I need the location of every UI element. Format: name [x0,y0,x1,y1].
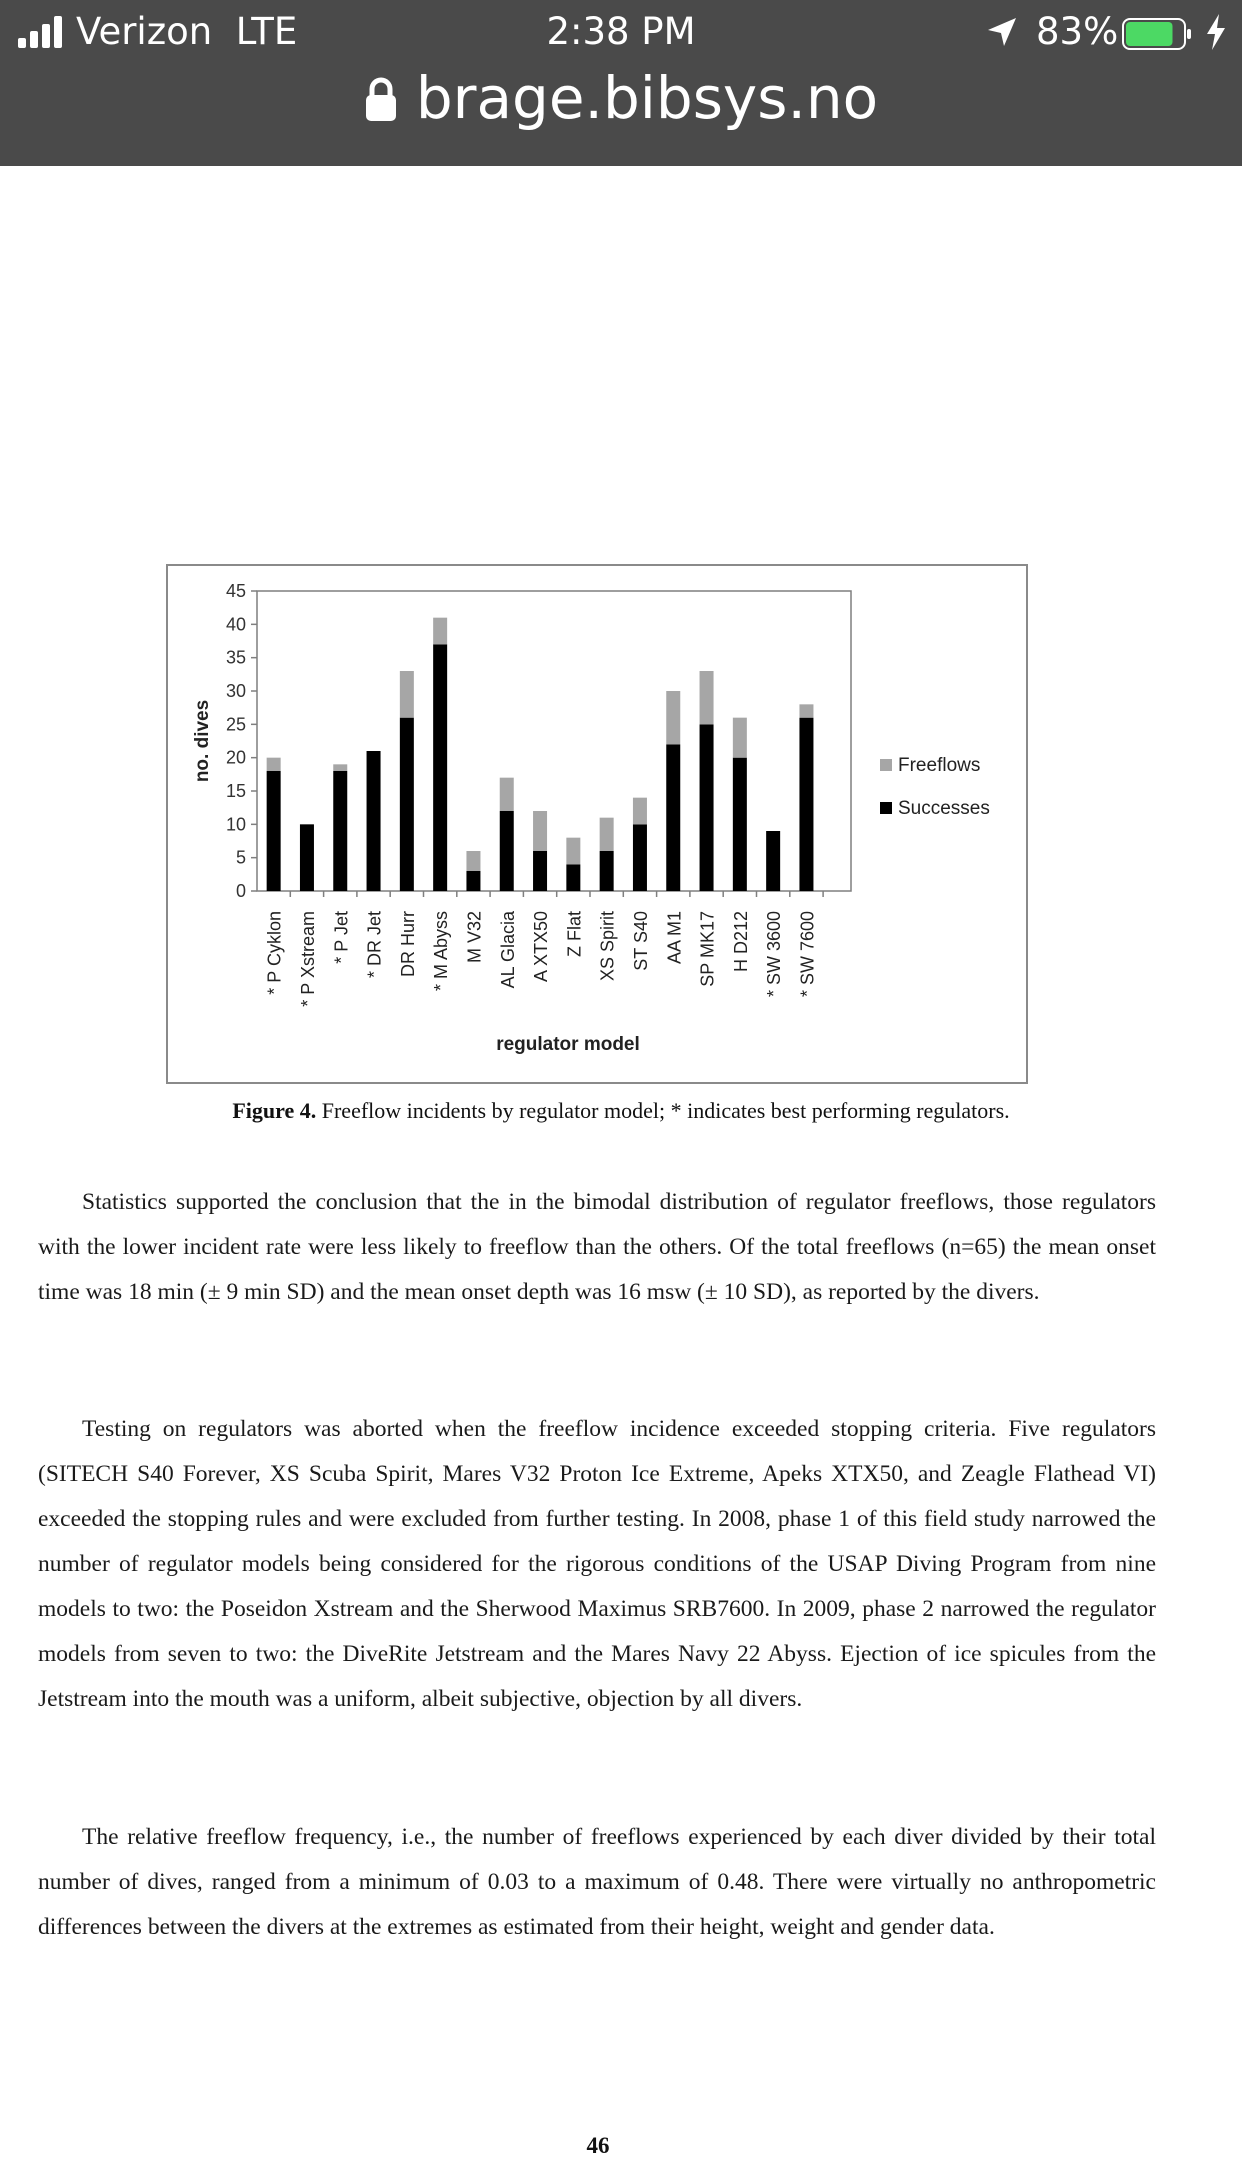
y-tick-label: 5 [235,847,246,868]
x-tick-label: A XTX50 [531,911,552,983]
browser-top-bar [0,0,1242,166]
x-tick-label: * M Abyss [431,911,452,992]
bar-successes [267,771,281,891]
bar-freeflows [333,764,347,771]
bar-successes [799,718,813,891]
y-tick-label: 15 [225,781,246,801]
x-tick-label: SP MK17 [697,911,718,987]
legend-swatch [880,802,892,814]
bar-freeflows [666,691,680,744]
bar-successes [433,644,447,891]
carrier-label: Verizon LTE [76,10,298,53]
y-tick-label: 40 [225,614,246,635]
y-tick-label: 20 [225,747,246,768]
charging-bolt-icon [1205,14,1227,50]
y-tick-label: 30 [225,681,246,701]
clock: 2:38 PM [546,10,696,53]
y-tick-label: 35 [225,647,246,668]
network-type: LTE [235,10,298,53]
location-arrow-icon [986,16,1018,48]
y-tick-label: 45 [225,581,246,601]
legend-swatch [880,759,892,771]
legend-label: Freeflows [898,755,981,776]
x-tick-label: * SW 7600 [797,911,818,998]
x-tick-label: * P Jet [331,911,352,964]
bar-successes [666,744,680,891]
legend-label: Successes [898,798,990,819]
x-tick-label: DR Hurr [397,911,418,977]
x-tick-label: Z Flat [564,911,585,958]
x-axis-label: regulator model [496,1034,640,1055]
y-axis-label: no. dives [192,699,213,783]
bar-successes [367,751,381,891]
y-tick-label: 0 [235,881,246,901]
x-tick-label: AL Glacia [497,911,518,989]
page-number: 46 [586,2133,610,2158]
bar-successes [400,718,414,891]
document-page [0,166,1242,2158]
x-tick-label: * SW 3600 [764,911,785,998]
figure-caption [0,1098,1242,1124]
paragraph: Testing on regulators was aborted when the freeflow incidence exceeded stopping criteria. Five regulators (SITECH S40 Forever, XS Scuba Spirit, Mares V32 Proton Ice Extreme, Apeks XTX50, and Zeagle Flathead VI) exceeded the stopping rules and were excluded from further testing. In 2008, phase 1 of this field study narrowed the number of regulator models being considered for the rigorous conditions of the USAP Diving Program from nine models to two: the Poseidon Xstream and the Sherwood Maximus SRB7600. In 2009, phase 2 narrowed the regulator models from seven to two: the DiveRite Jetstream and the Mares Navy 22 Abyss. Ejection of ice spicules from the Jetstream into the mouth was a uniform, albeit subjective, objection by all divers. [38,1416,1156,1712]
bar-successes [333,771,347,891]
y-tick-label: 10 [225,814,246,835]
caption-text: Freeflow incidents by regulator model; * indicates best performing regulators. [321,1098,1010,1123]
bar-freeflows [400,671,414,718]
x-tick-label: * P Cyklon [264,911,285,995]
x-tick-label: * DR Jet [364,911,385,979]
figure-chart-frame [166,564,1028,1084]
bar-successes [500,811,514,891]
paragraph: Statistics supported the conclusion that the in the bimodal distribution of regulator freeflows, those regulators with the lower incident rate were less likely to freeflow than the others. Of the total freeflows (n=65) the mean onset time was 18 min (± 9 min SD) and the mean onset depth was 16 msw (± 10 SD), as reported by the divers. [38,1189,1156,1305]
bar-successes [600,851,614,891]
bar-freeflows [500,778,514,811]
url-text: brage.bibsys.no [415,64,879,132]
bar-successes [766,831,780,891]
bar-successes [300,824,314,891]
stacked-bar-chart [168,566,1026,1082]
paragraph: The relative freeflow frequency, i.e., the number of freeflows experienced by each diver divided by their total number of dives, ranged from a minimum of 0.03 to a maximum of 0.48. There were virtually no anthropometric differences between the divers at the extremes as estimated from their height, weight and gender data. [38,1824,1156,1940]
lock-icon [364,76,398,122]
x-tick-label: ST S40 [630,911,651,971]
bar-successes [466,871,480,891]
bar-successes [700,724,714,891]
bar-successes [633,824,647,891]
bar-freeflows [533,811,547,851]
y-tick-label: 25 [225,714,246,735]
bar-freeflows [433,618,447,645]
bar-freeflows [466,851,480,871]
x-tick-label: XS Spirit [597,911,618,982]
bar-freeflows [267,758,281,771]
address-bar[interactable] [0,58,1242,138]
x-tick-label: H D212 [730,911,751,973]
x-tick-label: * P Xstream [297,911,318,1007]
bar-freeflows [700,671,714,724]
battery-percent: 83% [1036,10,1119,53]
bar-successes [733,758,747,891]
bar-freeflows [799,704,813,717]
battery-icon [1122,18,1192,50]
status-bar [0,6,1242,58]
x-tick-label: M V32 [464,911,485,964]
bar-successes [566,864,580,891]
bar-freeflows [733,718,747,758]
caption-label: Figure 4. [232,1098,317,1123]
bar-freeflows [600,818,614,851]
bar-freeflows [566,838,580,865]
bar-freeflows [633,798,647,825]
x-tick-label: AA M1 [664,911,685,965]
bar-successes [533,851,547,891]
